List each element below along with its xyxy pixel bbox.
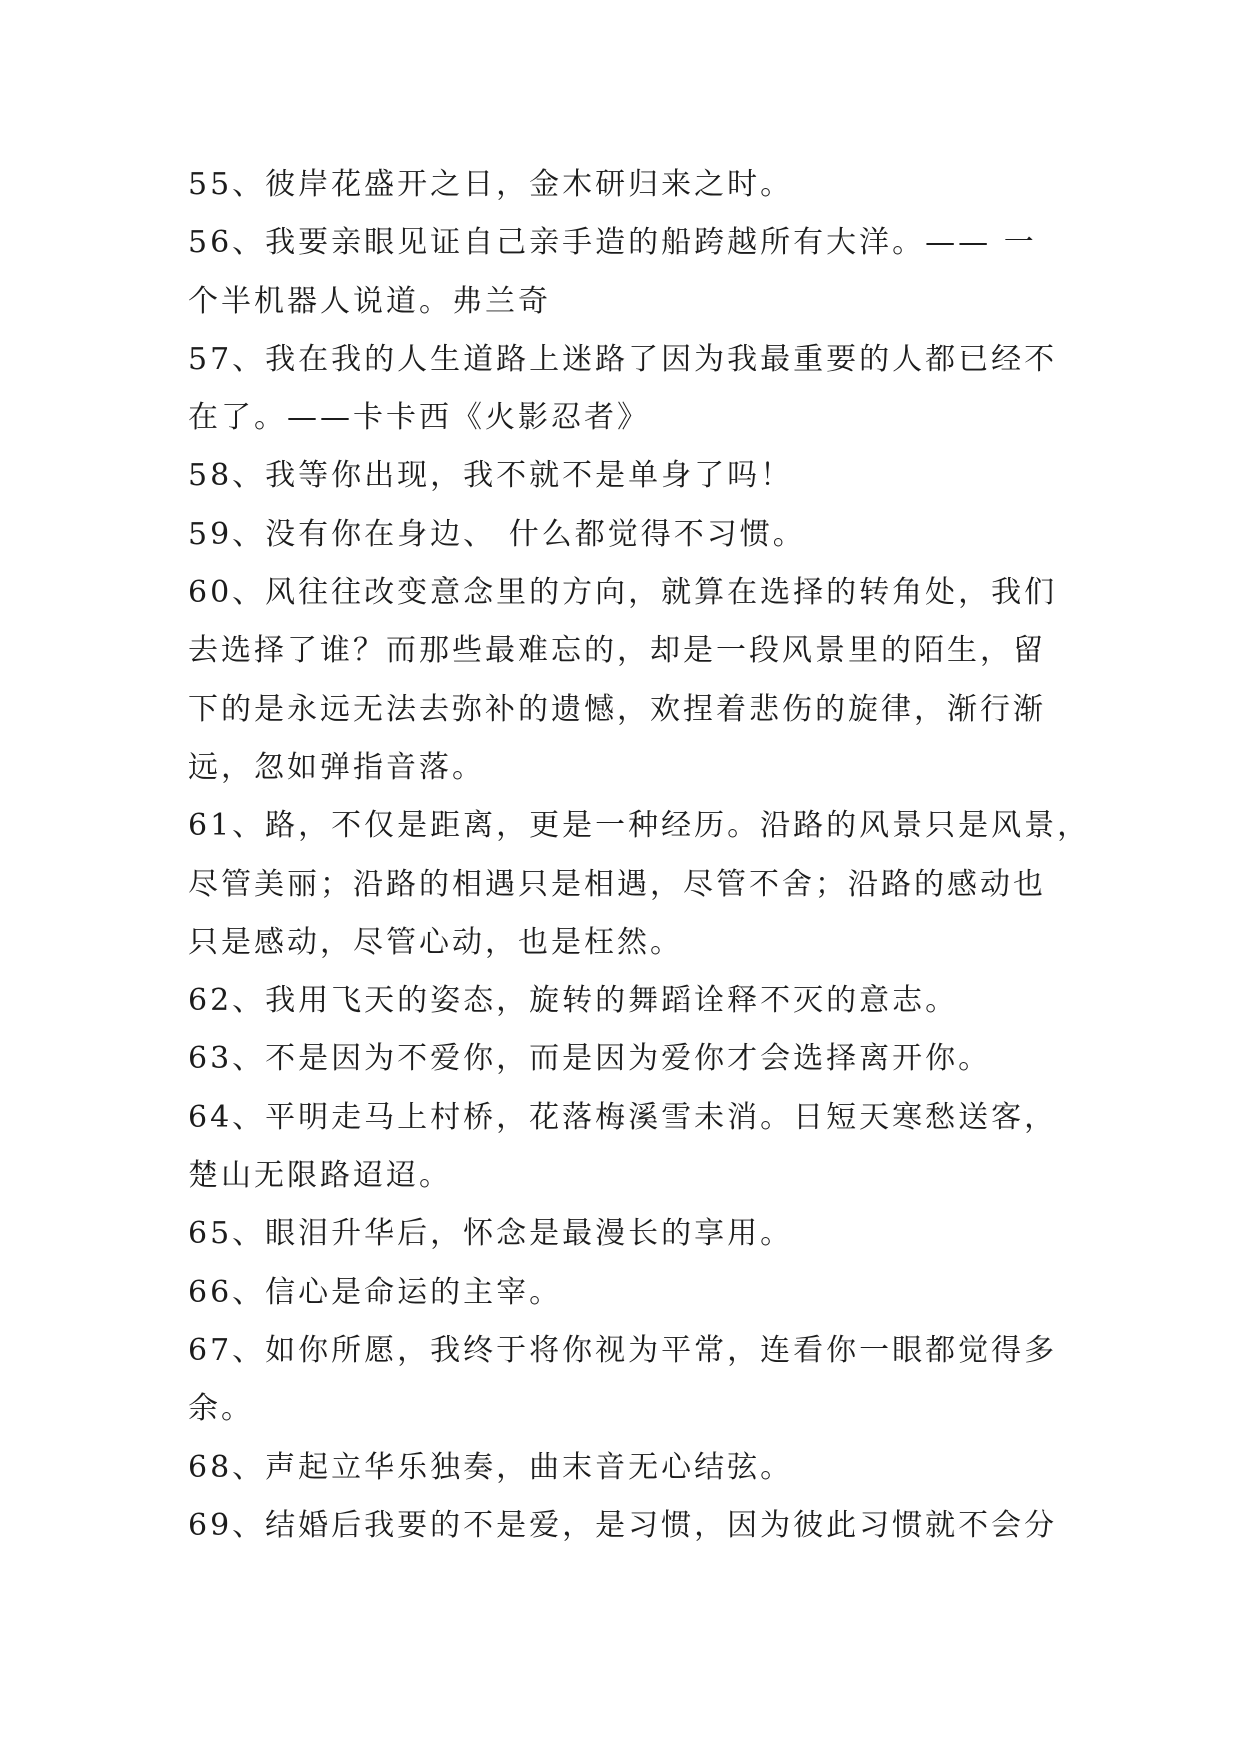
entry-65 <box>188 1205 1148 1263</box>
entry-69 <box>188 1497 1148 1555</box>
entry-line: 楚山无限路迢迢。 <box>188 1158 452 1194</box>
entry-line: 个半机器人说道。弗兰奇 <box>188 283 551 319</box>
entry-62 <box>188 972 1148 1030</box>
entry-61 <box>188 797 1148 972</box>
entry-line: 只是感动，尽管心动，也是枉然。 <box>188 924 683 960</box>
entry-63 <box>188 1030 1148 1088</box>
entry-line: 56、我要亲眼见证自己亲手造的船跨越所有大洋。—— 一 <box>188 225 1037 261</box>
entry-line: 去选择了谁？而那些最难忘的，却是一段风景里的陌生，留 <box>188 633 1046 669</box>
entry-line: 58、我等你出现，我不就不是单身了吗！ <box>188 458 794 494</box>
entry-line: 在了。——卡卡西《火影忍者》 <box>188 400 650 436</box>
entry-line: 65、眼泪升华后，怀念是最漫长的享用。 <box>188 1216 794 1252</box>
entry-line: 55、彼岸花盛开之日，金木研归来之时。 <box>188 167 794 202</box>
entry-line: 余。 <box>188 1391 254 1427</box>
entry-64 <box>188 1089 1148 1206</box>
text-body <box>188 156 1148 1555</box>
entry-55 <box>188 156 1148 214</box>
entry-58 <box>188 447 1148 505</box>
entry-line: 67、如你所愿，我终于将你视为平常，连看你一眼都觉得多 <box>188 1332 1058 1368</box>
entry-line: 60、风往往改变意念里的方向，就算在选择的转角处，我们 <box>188 575 1058 611</box>
entry-line: 57、我在我的人生道路上迷路了因为我最重要的人都已经不 <box>188 341 1058 377</box>
entry-line: 尽管美丽；沿路的相遇只是相遇，尽管不舍；沿路的感动也 <box>188 866 1046 902</box>
entry-60 <box>188 564 1148 797</box>
entry-line: 59、没有你在身边、 什么都觉得不习惯。 <box>188 516 806 552</box>
entry-line: 63、不是因为不爱你，而是因为爱你才会选择离开你。 <box>188 1041 992 1077</box>
entry-line: 61、路，不仅是距离，更是一种经历。沿路的风景只是风景， <box>188 808 1091 844</box>
entry-66 <box>188 1264 1148 1322</box>
entry-line: 69、结婚后我要的不是爱，是习惯，因为彼此习惯就不会分 <box>188 1507 1058 1543</box>
entry-56 <box>188 214 1148 331</box>
entry-line: 66、信心是命运的主宰。 <box>188 1274 563 1310</box>
entry-line: 远，忽如弹指音落。 <box>188 749 485 785</box>
entry-line: 下的是永远无法去弥补的遗憾，欢捏着悲伤的旋律，渐行渐 <box>188 691 1046 727</box>
entry-59 <box>188 506 1148 564</box>
entry-line: 68、声起立华乐独奏，曲末音无心结弦。 <box>188 1449 794 1485</box>
entry-67 <box>188 1322 1148 1439</box>
entry-line: 62、我用飞天的姿态，旋转的舞蹈诠释不灭的意志。 <box>188 983 959 1019</box>
entry-57 <box>188 331 1148 448</box>
entry-68 <box>188 1439 1148 1497</box>
entry-line: 64、平明走马上村桥，花落梅溪雪未消。日短天寒愁送客， <box>188 1099 1058 1135</box>
